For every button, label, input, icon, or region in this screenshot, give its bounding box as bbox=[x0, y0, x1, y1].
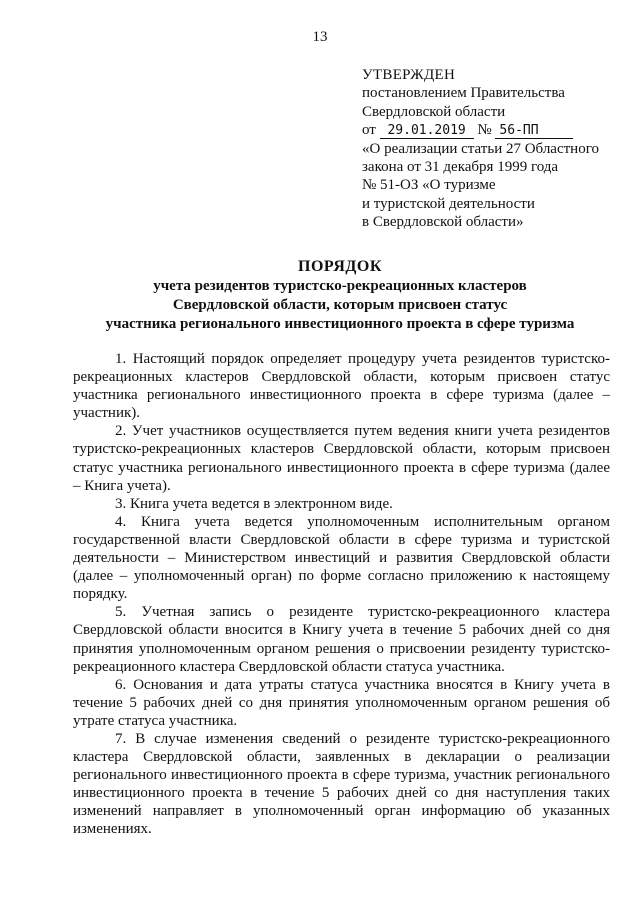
document-subtitle-line: учета резидентов туристско-рекреационных кластеров bbox=[153, 278, 527, 294]
document-heading bbox=[70, 257, 610, 334]
paragraph-7: 7. В случае изменения сведений о резиденте туристско-рекреационного кластера Свердловской области, заявленных в декларации о реализации регионального инвестиционного проекта в сфере туризма, участник регионального инвестиционного проекта в течение 5 рабочих дней со дня наступления таких изменений направляет в уполномоченный орган информацию об указанных изменениях. bbox=[73, 730, 610, 838]
approval-about-line: № 51-ОЗ «О туризме bbox=[362, 177, 496, 194]
paragraph-5: 5. Учетная запись о резиденте туристско-рекреационного кластера Свердловской области вносится в Книгу учета в течение 5 рабочих дней со дня принятия уполномоченным органом решения о присвоении резиденту туристско-рекреационного кластера Свердловской области статуса участника. bbox=[73, 604, 610, 675]
page-number: 13 bbox=[312, 29, 328, 45]
document-body bbox=[73, 350, 610, 839]
approval-date-line bbox=[362, 121, 622, 139]
paragraph-1: 1. Настоящий порядок определяет процедуру учета резидентов туристско-рекреационных кластеров Свердловской области, которым присвоен статус участника регионального инвестиционного проекта в сфере туризма (далее – участник). bbox=[73, 351, 610, 422]
approved-region: Свердловской области bbox=[362, 103, 506, 120]
document-subtitle-line: Свердловской области, которым присвоен статус bbox=[172, 297, 508, 313]
document-subtitle-line: участника регионального инвестиционного проекта в сфере туризма bbox=[105, 316, 575, 332]
approval-about-line: и туристской деятельности bbox=[362, 195, 535, 212]
paragraph-2: 2. Учет участников осуществляется путем ведения книги учета резидентов туристско-рекреационных кластеров Свердловской области, которым присвоен статус участника регионального инвестиционного проекта в сфере туризма (далее – Книга учета). bbox=[73, 423, 610, 494]
approval-number: 56-ПП bbox=[495, 123, 573, 139]
paragraph-6: 6. Основания и дата утраты статуса участника вносятся в Книгу учета в течение 5 рабочих дней со дня принятия уполномоченным органом решения об утрате статуса участника. bbox=[73, 676, 610, 729]
document-title: ПОРЯДОК bbox=[298, 258, 382, 275]
approval-about-line: в Свердловской области» bbox=[362, 214, 524, 231]
approval-date: 29.01.2019 bbox=[380, 123, 474, 139]
number-prefix: № bbox=[477, 122, 492, 139]
approval-about-line: закона от 31 декабря 1999 года bbox=[362, 159, 559, 176]
approval-block bbox=[362, 66, 622, 232]
approval-about-line: «О реализации статьи 27 Областного bbox=[362, 140, 599, 157]
date-prefix: от bbox=[362, 122, 376, 139]
paragraph-3: 3. Книга учета ведется в электронном виде. bbox=[115, 495, 393, 512]
paragraph-4: 4. Книга учета ведется уполномоченным исполнительным органом государственной власти Свердловской области в сфере туризма и туристской деятельности – Министерством инвестиций и развития Свердловской области (далее – уполномоченный орган) по форме согласно приложению к настоящему порядку. bbox=[73, 513, 610, 603]
approved-by: постановлением Правительства bbox=[362, 85, 565, 102]
approved-label: УТВЕРЖДЕН bbox=[362, 67, 456, 83]
